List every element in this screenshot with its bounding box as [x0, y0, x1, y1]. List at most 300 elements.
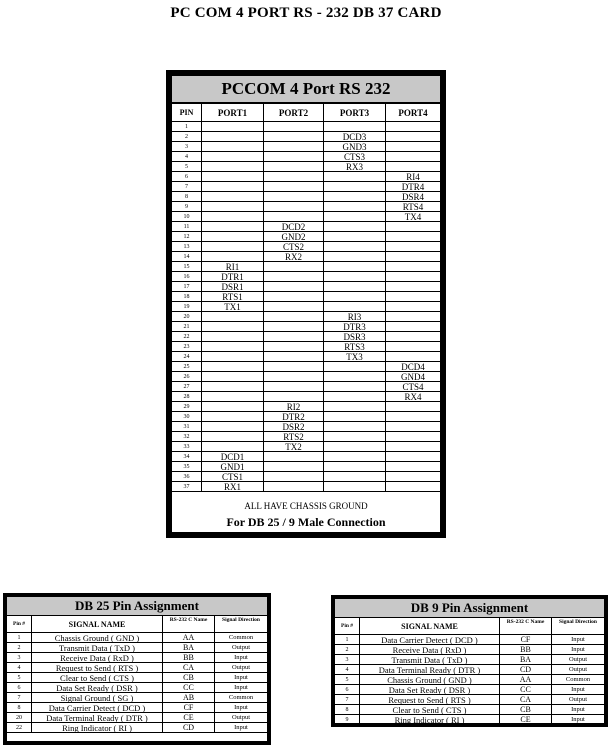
- port-signal-cell: [324, 402, 386, 412]
- pin-number-cell: 32: [172, 432, 202, 442]
- port-signal-cell: [202, 432, 264, 442]
- port-signal-cell: DSR4: [386, 192, 440, 202]
- pin-number-cell: 11: [172, 222, 202, 232]
- pin-number-cell: 29: [172, 402, 202, 412]
- port-signal-cell: DSR3: [324, 332, 386, 342]
- db25-pin-cell: 4: [7, 663, 32, 673]
- pin-table-row: [172, 422, 440, 432]
- port-signal-cell: DTR3: [324, 322, 386, 332]
- port-signal-cell: [386, 452, 440, 462]
- db9-pin-cell: 6: [335, 685, 360, 695]
- db25-pin-cell: 8: [7, 703, 32, 713]
- port-signal-cell: RTS1: [202, 292, 264, 302]
- pin-table-row: [172, 452, 440, 462]
- port-signal-cell: [202, 242, 264, 252]
- pin-number-cell: 13: [172, 242, 202, 252]
- db25-row: [7, 643, 267, 653]
- db25-row: [7, 703, 267, 713]
- port-signal-cell: [386, 152, 440, 162]
- db9-signal-name-cell: Request to Send ( RTS ): [360, 695, 500, 705]
- port-signal-cell: [202, 362, 264, 372]
- pin-number-cell: 20: [172, 312, 202, 322]
- pin-number-cell: 18: [172, 292, 202, 302]
- port-signal-cell: [386, 422, 440, 432]
- db9-rs232-name-cell: CB: [500, 705, 552, 715]
- db9-signal-name-cell: Data Set Ready ( DSR ): [360, 685, 500, 695]
- db25-rs232-name-cell: CF: [163, 703, 215, 713]
- port-signal-cell: [386, 432, 440, 442]
- pin-table-row: [172, 322, 440, 332]
- db9-pin-cell: 5: [335, 675, 360, 685]
- port-signal-cell: RX1: [202, 482, 264, 492]
- port-signal-cell: [202, 422, 264, 432]
- port-signal-cell: [324, 432, 386, 442]
- db25-pin-cell: 1: [7, 633, 32, 643]
- port-signal-cell: [202, 202, 264, 212]
- db25-signal-name-cell: Data Carrier Detect ( DCD ): [32, 703, 163, 713]
- db9-direction-cell: Common: [552, 675, 604, 685]
- port-signal-cell: [264, 382, 324, 392]
- port-signal-cell: [264, 122, 324, 132]
- db25-direction-cell: Output: [215, 663, 267, 673]
- port-signal-cell: [264, 362, 324, 372]
- db9-row: [335, 645, 604, 655]
- db25-direction-cell: Output: [215, 713, 267, 723]
- pin-table-header-cell: PIN: [172, 104, 202, 122]
- chassis-ground-note: ALL HAVE CHASSIS GROUND: [244, 501, 368, 511]
- db25-table-title: DB 25 Pin Assignment: [7, 597, 267, 616]
- port-signal-cell: [202, 252, 264, 262]
- db25-direction-cell: Input: [215, 703, 267, 713]
- pin-table-row: [172, 282, 440, 292]
- port-signal-cell: [324, 392, 386, 402]
- port-signal-cell: [264, 472, 324, 482]
- port-signal-cell: [324, 222, 386, 232]
- db9-table: [335, 599, 604, 723]
- db25-row: [7, 663, 267, 673]
- port-signal-cell: [202, 412, 264, 422]
- pin-number-cell: 26: [172, 372, 202, 382]
- db25-header-row: [7, 616, 267, 633]
- db9-row: [335, 635, 604, 645]
- db25-pin-cell: 2: [7, 643, 32, 653]
- pin-table-row: [172, 292, 440, 302]
- db25-signal-name-cell: Chassis Ground ( GND ): [32, 633, 163, 643]
- pin-number-cell: 10: [172, 212, 202, 222]
- port-signal-cell: [386, 122, 440, 132]
- db25-row: [7, 673, 267, 683]
- port-signal-cell: [202, 212, 264, 222]
- port-signal-cell: [386, 162, 440, 172]
- port-signal-cell: [264, 352, 324, 362]
- port-signal-cell: [324, 202, 386, 212]
- port-signal-cell: [264, 322, 324, 332]
- port-signal-cell: RX4: [386, 392, 440, 402]
- port-signal-cell: [386, 312, 440, 322]
- pin-table-row: [172, 152, 440, 162]
- db9-signal-name-cell: Ring Indicator ( RI ): [360, 715, 500, 725]
- pin-table-title: PCCOM 4 Port RS 232: [172, 76, 440, 104]
- db25-table-frame: [3, 593, 271, 745]
- port-signal-cell: [202, 352, 264, 362]
- port-signal-cell: [264, 392, 324, 402]
- db25-pin-cell: 7: [7, 693, 32, 703]
- port-signal-cell: RI2: [264, 402, 324, 412]
- db9-direction-cell: Input: [552, 645, 604, 655]
- port-signal-cell: GND4: [386, 372, 440, 382]
- port-signal-cell: [264, 162, 324, 172]
- port-signal-cell: [386, 342, 440, 352]
- pin-number-cell: 5: [172, 162, 202, 172]
- port-signal-cell: TX1: [202, 302, 264, 312]
- port-signal-cell: [324, 482, 386, 492]
- pin-number-cell: 24: [172, 352, 202, 362]
- db9-header-row: [335, 618, 604, 635]
- db9-rs232-name-cell: CE: [500, 715, 552, 725]
- db25-header-cell: Pin #: [7, 616, 32, 633]
- port-signal-cell: [264, 262, 324, 272]
- pin-table-row: [172, 352, 440, 362]
- port-signal-cell: [264, 212, 324, 222]
- db25-header-cell: RS-232 C Name: [163, 616, 215, 633]
- db25-direction-cell: Input: [215, 673, 267, 683]
- port-signal-cell: [264, 292, 324, 302]
- pin-table-row: [172, 412, 440, 422]
- port-signal-cell: [324, 172, 386, 182]
- pin-table-row: [172, 252, 440, 262]
- port-signal-cell: [386, 322, 440, 332]
- pin-number-cell: 19: [172, 302, 202, 312]
- db9-row: [335, 695, 604, 705]
- db25-direction-cell: Input: [215, 723, 267, 733]
- port-signal-cell: [202, 222, 264, 232]
- pin-table-frame: [166, 70, 446, 538]
- pin-table-row: [172, 342, 440, 352]
- port-signal-cell: [386, 142, 440, 152]
- db9-signal-name-cell: Chassis Ground ( GND ): [360, 675, 500, 685]
- db25-direction-cell: Common: [215, 633, 267, 643]
- db25-pin-cell: 20: [7, 713, 32, 723]
- db25-pin-cell: 5: [7, 673, 32, 683]
- pin-table-row: [172, 142, 440, 152]
- pin-table-row: [172, 222, 440, 232]
- pin-table-row: [172, 402, 440, 412]
- db9-signal-name-cell: Transmit Data ( TxD ): [360, 655, 500, 665]
- db25-signal-name-cell: Transmit Data ( TxD ): [32, 643, 163, 653]
- db9-rs232-name-cell: AA: [500, 675, 552, 685]
- port-signal-cell: RTS3: [324, 342, 386, 352]
- port-signal-cell: RX3: [324, 162, 386, 172]
- db9-row: [335, 685, 604, 695]
- port-signal-cell: [324, 232, 386, 242]
- pin-number-cell: 12: [172, 232, 202, 242]
- pin-number-cell: 37: [172, 482, 202, 492]
- port-signal-cell: [202, 152, 264, 162]
- pin-number-cell: 15: [172, 262, 202, 272]
- port-signal-cell: [324, 212, 386, 222]
- db9-pin-cell: 9: [335, 715, 360, 725]
- db9-row: [335, 655, 604, 665]
- db9-rs232-name-cell: CF: [500, 635, 552, 645]
- port-signal-cell: [324, 182, 386, 192]
- pin-table-row: [172, 132, 440, 142]
- db9-signal-name-cell: Data Carrier Detect ( DCD ): [360, 635, 500, 645]
- pin-table-row: [172, 302, 440, 312]
- pin-table-row: [172, 362, 440, 372]
- port-signal-cell: [386, 252, 440, 262]
- port-signal-cell: RI1: [202, 262, 264, 272]
- port-signal-cell: [264, 372, 324, 382]
- db25-row: [7, 633, 267, 643]
- pin-number-cell: 31: [172, 422, 202, 432]
- pin-number-cell: 36: [172, 472, 202, 482]
- pin-table: [172, 76, 440, 532]
- pin-table-row: [172, 172, 440, 182]
- port-signal-cell: [324, 442, 386, 452]
- pin-number-cell: 22: [172, 332, 202, 342]
- port-signal-cell: [202, 332, 264, 342]
- db25-row: [7, 723, 267, 733]
- db25-rs232-name-cell: CB: [163, 673, 215, 683]
- db9-direction-cell: Input: [552, 715, 604, 725]
- port-signal-cell: [386, 332, 440, 342]
- db9-rs232-name-cell: CD: [500, 665, 552, 675]
- port-signal-cell: DCD1: [202, 452, 264, 462]
- pin-number-cell: 28: [172, 392, 202, 402]
- port-signal-cell: [264, 482, 324, 492]
- port-signal-cell: [324, 372, 386, 382]
- port-signal-cell: [202, 382, 264, 392]
- db9-rs232-name-cell: CC: [500, 685, 552, 695]
- port-signal-cell: [386, 272, 440, 282]
- db25-rs232-name-cell: CE: [163, 713, 215, 723]
- db25-direction-cell: Output: [215, 643, 267, 653]
- port-signal-cell: DCD4: [386, 362, 440, 372]
- db9-direction-cell: Input: [552, 685, 604, 695]
- pin-table-row: [172, 392, 440, 402]
- pin-number-cell: 2: [172, 132, 202, 142]
- port-signal-cell: TX3: [324, 352, 386, 362]
- port-signal-cell: [264, 312, 324, 322]
- pin-table-row: [172, 202, 440, 212]
- port-signal-cell: [264, 132, 324, 142]
- pin-table-header-cell: PORT2: [264, 104, 324, 122]
- db9-row: [335, 715, 604, 725]
- port-signal-cell: [264, 142, 324, 152]
- port-signal-cell: TX2: [264, 442, 324, 452]
- db9-row: [335, 705, 604, 715]
- male-connection-note: For DB 25 / 9 Male Connection: [226, 515, 386, 529]
- db9-table-frame: [331, 595, 608, 727]
- port-signal-cell: [324, 262, 386, 272]
- db25-rs232-name-cell: BA: [163, 643, 215, 653]
- pin-table-row: [172, 442, 440, 452]
- db25-header-cell: SIGNAL NAME: [32, 616, 163, 633]
- port-signal-cell: [264, 182, 324, 192]
- port-signal-cell: [324, 382, 386, 392]
- db9-direction-cell: Input: [552, 705, 604, 715]
- pin-number-cell: 23: [172, 342, 202, 352]
- pin-table-row: [172, 192, 440, 202]
- port-signal-cell: TX4: [386, 212, 440, 222]
- port-signal-cell: [386, 442, 440, 452]
- db25-rs232-name-cell: AA: [163, 633, 215, 643]
- db25-row: [7, 653, 267, 663]
- db25-signal-name-cell: Receive Data ( RxD ): [32, 653, 163, 663]
- pin-table-row: [172, 272, 440, 282]
- port-signal-cell: [202, 402, 264, 412]
- port-signal-cell: [386, 262, 440, 272]
- db25-rs232-name-cell: CA: [163, 663, 215, 673]
- db25-direction-cell: Input: [215, 683, 267, 693]
- db9-direction-cell: Input: [552, 635, 604, 645]
- pin-table-row: [172, 262, 440, 272]
- port-signal-cell: [202, 192, 264, 202]
- port-signal-cell: [324, 242, 386, 252]
- port-signal-cell: CTS1: [202, 472, 264, 482]
- pin-number-cell: 8: [172, 192, 202, 202]
- port-signal-cell: [202, 442, 264, 452]
- port-signal-cell: GND2: [264, 232, 324, 242]
- db9-rs232-name-cell: CA: [500, 695, 552, 705]
- pin-table-row: [172, 182, 440, 192]
- pin-table-row: [172, 462, 440, 472]
- port-signal-cell: [386, 232, 440, 242]
- port-signal-cell: [386, 292, 440, 302]
- port-signal-cell: [264, 172, 324, 182]
- port-signal-cell: [202, 142, 264, 152]
- pin-number-cell: 6: [172, 172, 202, 182]
- port-signal-cell: RTS2: [264, 432, 324, 442]
- port-signal-cell: [386, 402, 440, 412]
- port-signal-cell: [324, 122, 386, 132]
- db9-pin-cell: 1: [335, 635, 360, 645]
- port-signal-cell: GND1: [202, 462, 264, 472]
- pin-number-cell: 3: [172, 142, 202, 152]
- db25-pin-cell: 6: [7, 683, 32, 693]
- db25-pin-cell: 3: [7, 653, 32, 663]
- db25-signal-name-cell: Ring Indicator ( RI ): [32, 723, 163, 733]
- port-signal-cell: DTR4: [386, 182, 440, 192]
- port-signal-cell: [386, 282, 440, 292]
- port-signal-cell: [264, 452, 324, 462]
- port-signal-cell: [324, 362, 386, 372]
- port-signal-cell: [202, 232, 264, 242]
- db9-signal-name-cell: Clear to Send ( CTS ): [360, 705, 500, 715]
- pin-table-row: [172, 162, 440, 172]
- db25-pin-cell: 22: [7, 723, 32, 733]
- db9-header-cell: SIGNAL NAME: [360, 618, 500, 635]
- pin-number-cell: 7: [172, 182, 202, 192]
- port-signal-cell: DTR2: [264, 412, 324, 422]
- port-signal-cell: DTR1: [202, 272, 264, 282]
- pin-table-row: [172, 332, 440, 342]
- port-signal-cell: [386, 412, 440, 422]
- db25-direction-cell: Common: [215, 693, 267, 703]
- pin-table-header-cell: PORT3: [324, 104, 386, 122]
- pin-table-row: [172, 482, 440, 492]
- port-signal-cell: [386, 302, 440, 312]
- port-signal-cell: [386, 462, 440, 472]
- port-signal-cell: CTS2: [264, 242, 324, 252]
- db25-signal-name-cell: Data Set Ready ( DSR ): [32, 683, 163, 693]
- db9-signal-name-cell: Receive Data ( RxD ): [360, 645, 500, 655]
- pin-number-cell: 33: [172, 442, 202, 452]
- pin-number-cell: 9: [172, 202, 202, 212]
- port-signal-cell: DSR1: [202, 282, 264, 292]
- port-signal-cell: [202, 162, 264, 172]
- page-title: PC COM 4 PORT RS - 232 DB 37 CARD: [170, 5, 442, 21]
- db9-header-cell: Signal Direction: [552, 618, 604, 635]
- port-signal-cell: [324, 462, 386, 472]
- pin-table-row: [172, 242, 440, 252]
- db25-rs232-name-cell: CD: [163, 723, 215, 733]
- db25-signal-name-cell: Data Terminal Ready ( DTR ): [32, 713, 163, 723]
- db25-rs232-name-cell: CC: [163, 683, 215, 693]
- port-signal-cell: RX2: [264, 252, 324, 262]
- port-signal-cell: [264, 332, 324, 342]
- db25-table: [7, 597, 267, 741]
- db25-row: [7, 683, 267, 693]
- pin-table-row: [172, 472, 440, 482]
- port-signal-cell: [264, 272, 324, 282]
- pin-number-cell: 25: [172, 362, 202, 372]
- db25-signal-name-cell: Request to Send ( RTS ): [32, 663, 163, 673]
- pin-table-header-cell: PORT1: [202, 104, 264, 122]
- port-signal-cell: [324, 292, 386, 302]
- port-signal-cell: [264, 152, 324, 162]
- pin-number-cell: 1: [172, 122, 202, 132]
- port-signal-cell: [202, 312, 264, 322]
- port-signal-cell: [324, 272, 386, 282]
- pin-table-row: [172, 122, 440, 132]
- db9-header-cell: Pin #: [335, 618, 360, 635]
- port-signal-cell: [202, 182, 264, 192]
- pin-number-cell: 21: [172, 322, 202, 332]
- port-signal-cell: [202, 122, 264, 132]
- port-signal-cell: [264, 282, 324, 292]
- db9-direction-cell: Output: [552, 655, 604, 665]
- db9-pin-cell: 3: [335, 655, 360, 665]
- port-signal-cell: DCD2: [264, 222, 324, 232]
- pin-table-header-row: [172, 104, 440, 122]
- port-signal-cell: [386, 472, 440, 482]
- db9-rs232-name-cell: BB: [500, 645, 552, 655]
- pin-number-cell: 4: [172, 152, 202, 162]
- port-signal-cell: CTS4: [386, 382, 440, 392]
- port-signal-cell: [202, 322, 264, 332]
- port-signal-cell: [386, 222, 440, 232]
- pin-number-cell: 27: [172, 382, 202, 392]
- db25-signal-name-cell: Clear to Send ( CTS ): [32, 673, 163, 683]
- port-signal-cell: RI3: [324, 312, 386, 322]
- db9-table-title: DB 9 Pin Assignment: [335, 599, 604, 618]
- pin-table-row: [172, 372, 440, 382]
- pin-number-cell: 30: [172, 412, 202, 422]
- db25-header-cell: Signal Direction: [215, 616, 267, 633]
- pin-number-cell: 34: [172, 452, 202, 462]
- port-signal-cell: [202, 342, 264, 352]
- port-signal-cell: RI4: [386, 172, 440, 182]
- db9-pin-cell: 8: [335, 705, 360, 715]
- db25-row: [7, 713, 267, 723]
- db25-direction-cell: Input: [215, 653, 267, 663]
- db25-rs232-name-cell: AB: [163, 693, 215, 703]
- port-signal-cell: [264, 192, 324, 202]
- port-signal-cell: [202, 172, 264, 182]
- port-signal-cell: [202, 372, 264, 382]
- db9-signal-name-cell: Data Terminal Ready ( DTR ): [360, 665, 500, 675]
